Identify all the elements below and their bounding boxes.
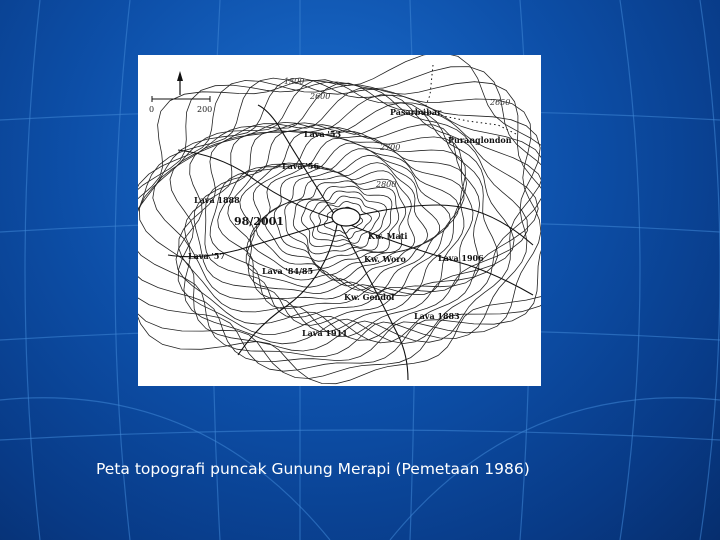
label-lava-1906: Lava 1906 xyxy=(438,253,484,263)
label-pasarbubar: Pasarbubar xyxy=(390,107,442,117)
label-lava-1888: Lava 1888 xyxy=(194,195,240,205)
label-kw-woro: Kw. Woro xyxy=(364,254,406,264)
elevation-2600: 2600 xyxy=(310,92,331,101)
label-puranglondon: Puranglondon xyxy=(448,135,512,145)
scale-zero: 0 xyxy=(149,105,155,114)
scale-end: 200 xyxy=(197,105,213,114)
elevation-2800: 2800 xyxy=(376,180,397,189)
topographic-map xyxy=(138,55,541,386)
label-lava-84-85: Lava '84/85 xyxy=(262,266,314,276)
label-lava-1911: Lava 1911 xyxy=(302,328,348,338)
label-lava-53: Lava '53 xyxy=(304,129,342,139)
label-summit: 98/2001 xyxy=(234,215,284,228)
label-kw-mati: Kw. Mati xyxy=(368,231,408,241)
map-caption: Peta topografi puncak Gunung Merapi (Pemetaan 1986) xyxy=(96,460,530,478)
label-lava-57: Lava '57 xyxy=(188,251,226,261)
elevation-2650: 2650 xyxy=(490,98,511,107)
label-lava-56: Lava '56 xyxy=(282,161,320,171)
label-kw-gendol: Kw. Gendol xyxy=(344,292,395,302)
elevation-1500: 1500 xyxy=(284,77,305,86)
scale-bar xyxy=(149,96,212,114)
label-lava-1883: Lava 1883 xyxy=(414,311,460,321)
north-arrow xyxy=(177,71,183,95)
elevation-2700: 2700 xyxy=(380,143,401,152)
